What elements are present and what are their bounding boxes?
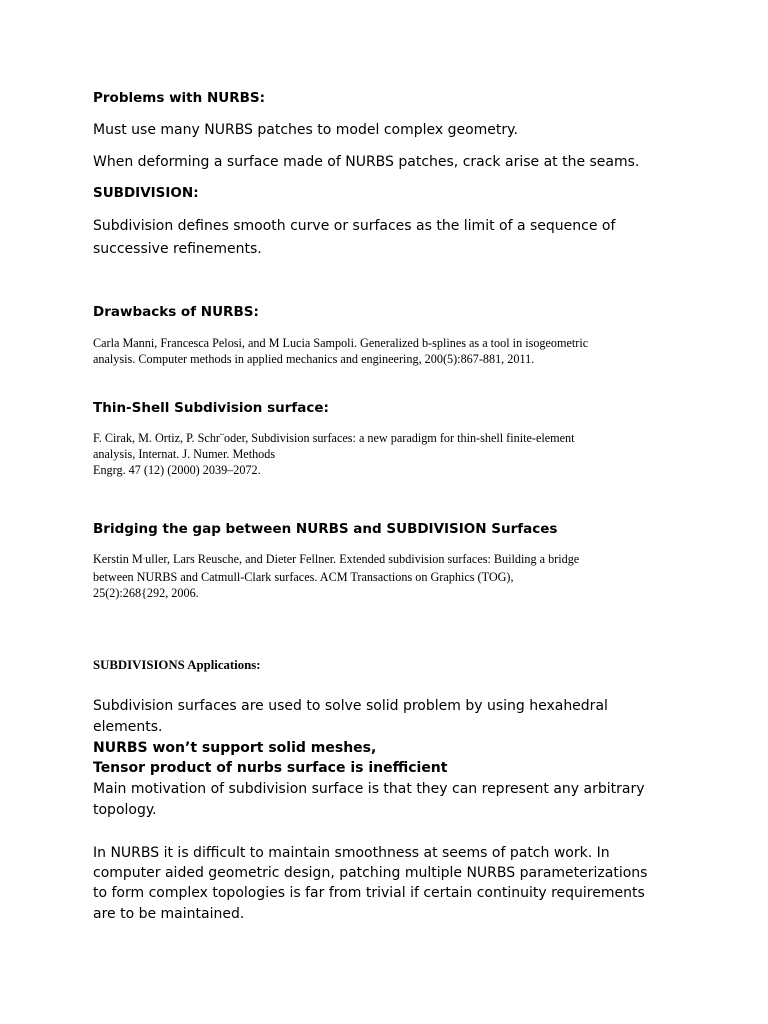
thin-shell-reference-line-3: Engrg. 47 (12) (2000) 2039–2072.	[93, 463, 261, 477]
bridging-heading: Bridging the gap between NURBS and SUBDIVISION Surfaces	[93, 521, 558, 537]
bridging-reference-line-2: between NURBS and Catmull-Clark surfaces. ACM Transactions on Graphics (TOG),	[93, 570, 514, 584]
drawbacks-reference	[93, 335, 588, 367]
problems-heading: Problems with NURBS:	[93, 90, 266, 106]
thin-shell-reference-line-1: F. Cirak, M. Ortiz, P. Schr¨oder, Subdivision surfaces: a new paradigm for thin-shell finite-element	[93, 431, 575, 445]
drawbacks-heading: Drawbacks of NURBS:	[93, 304, 259, 320]
subdivision-heading: SUBDIVISION:	[93, 185, 199, 201]
thin-shell-reference-line-2: analysis, Internat. J. Numer. Methods	[93, 447, 276, 461]
bridging-reference-rest: uller, Lars Reusche, and Dieter Fellner. Extended subdivision surfaces: Building a bridge	[145, 552, 580, 566]
applications-line-3: Main motivation of subdivision surface is that they can represent any arbitrary	[93, 781, 645, 797]
bridging-reference-line-3: 25(2):268{292, 2006.	[93, 586, 199, 600]
applications-bold-line-1: NURBS won’t support solid meshes,	[93, 740, 377, 756]
bridging-reference-line-1	[93, 551, 579, 569]
drawbacks-reference-line-1: Carla Manni, Francesca Pelosi, and M Lucia Sampoli. Generalized b-splines as a tool in isogeometric	[93, 336, 589, 350]
applications-heading: SUBDIVISIONS Applications:	[93, 658, 261, 672]
problems-line-1: Must use many NURBS patches to model complex geometry.	[93, 122, 518, 138]
nurbs-smoothness-line-2: computer aided geometric design, patching multiple NURBS parameterizations	[93, 865, 648, 881]
thin-shell-reference	[93, 430, 575, 478]
subdivision-line-2: successive refinements.	[93, 241, 262, 257]
problems-line-2: When deforming a surface made of NURBS patches, crack arise at the seams.	[93, 154, 640, 170]
nurbs-smoothness-line-3: to form complex topologies is far from trivial if certain continuity requirements	[93, 885, 645, 901]
applications-bold-line-2: Tensor product of nurbs surface is inefficient	[93, 760, 448, 776]
bridging-reference	[93, 551, 579, 601]
drawbacks-reference-line-2: analysis. Computer methods in applied mechanics and engineering, 200(5):867-881, 2011.	[93, 352, 535, 366]
thin-shell-heading: Thin-Shell Subdivision surface:	[93, 400, 329, 416]
nurbs-smoothness-line-1: In NURBS it is difficult to maintain smoothness at seems of patch work. In	[93, 845, 610, 861]
subdivision-line-1: Subdivision defines smooth curve or surfaces as the limit of a sequence of	[93, 218, 616, 234]
applications-line-1: Subdivision surfaces are used to solve solid problem by using hexahedral	[93, 698, 608, 714]
bridging-reference-umlaut: ¨	[142, 557, 146, 565]
applications-line-4: topology.	[93, 802, 157, 818]
bridging-reference-prefix: Kerstin M	[93, 552, 143, 566]
applications-line-2: elements.	[93, 719, 163, 735]
nurbs-smoothness-line-4: are to be maintained.	[93, 906, 245, 922]
